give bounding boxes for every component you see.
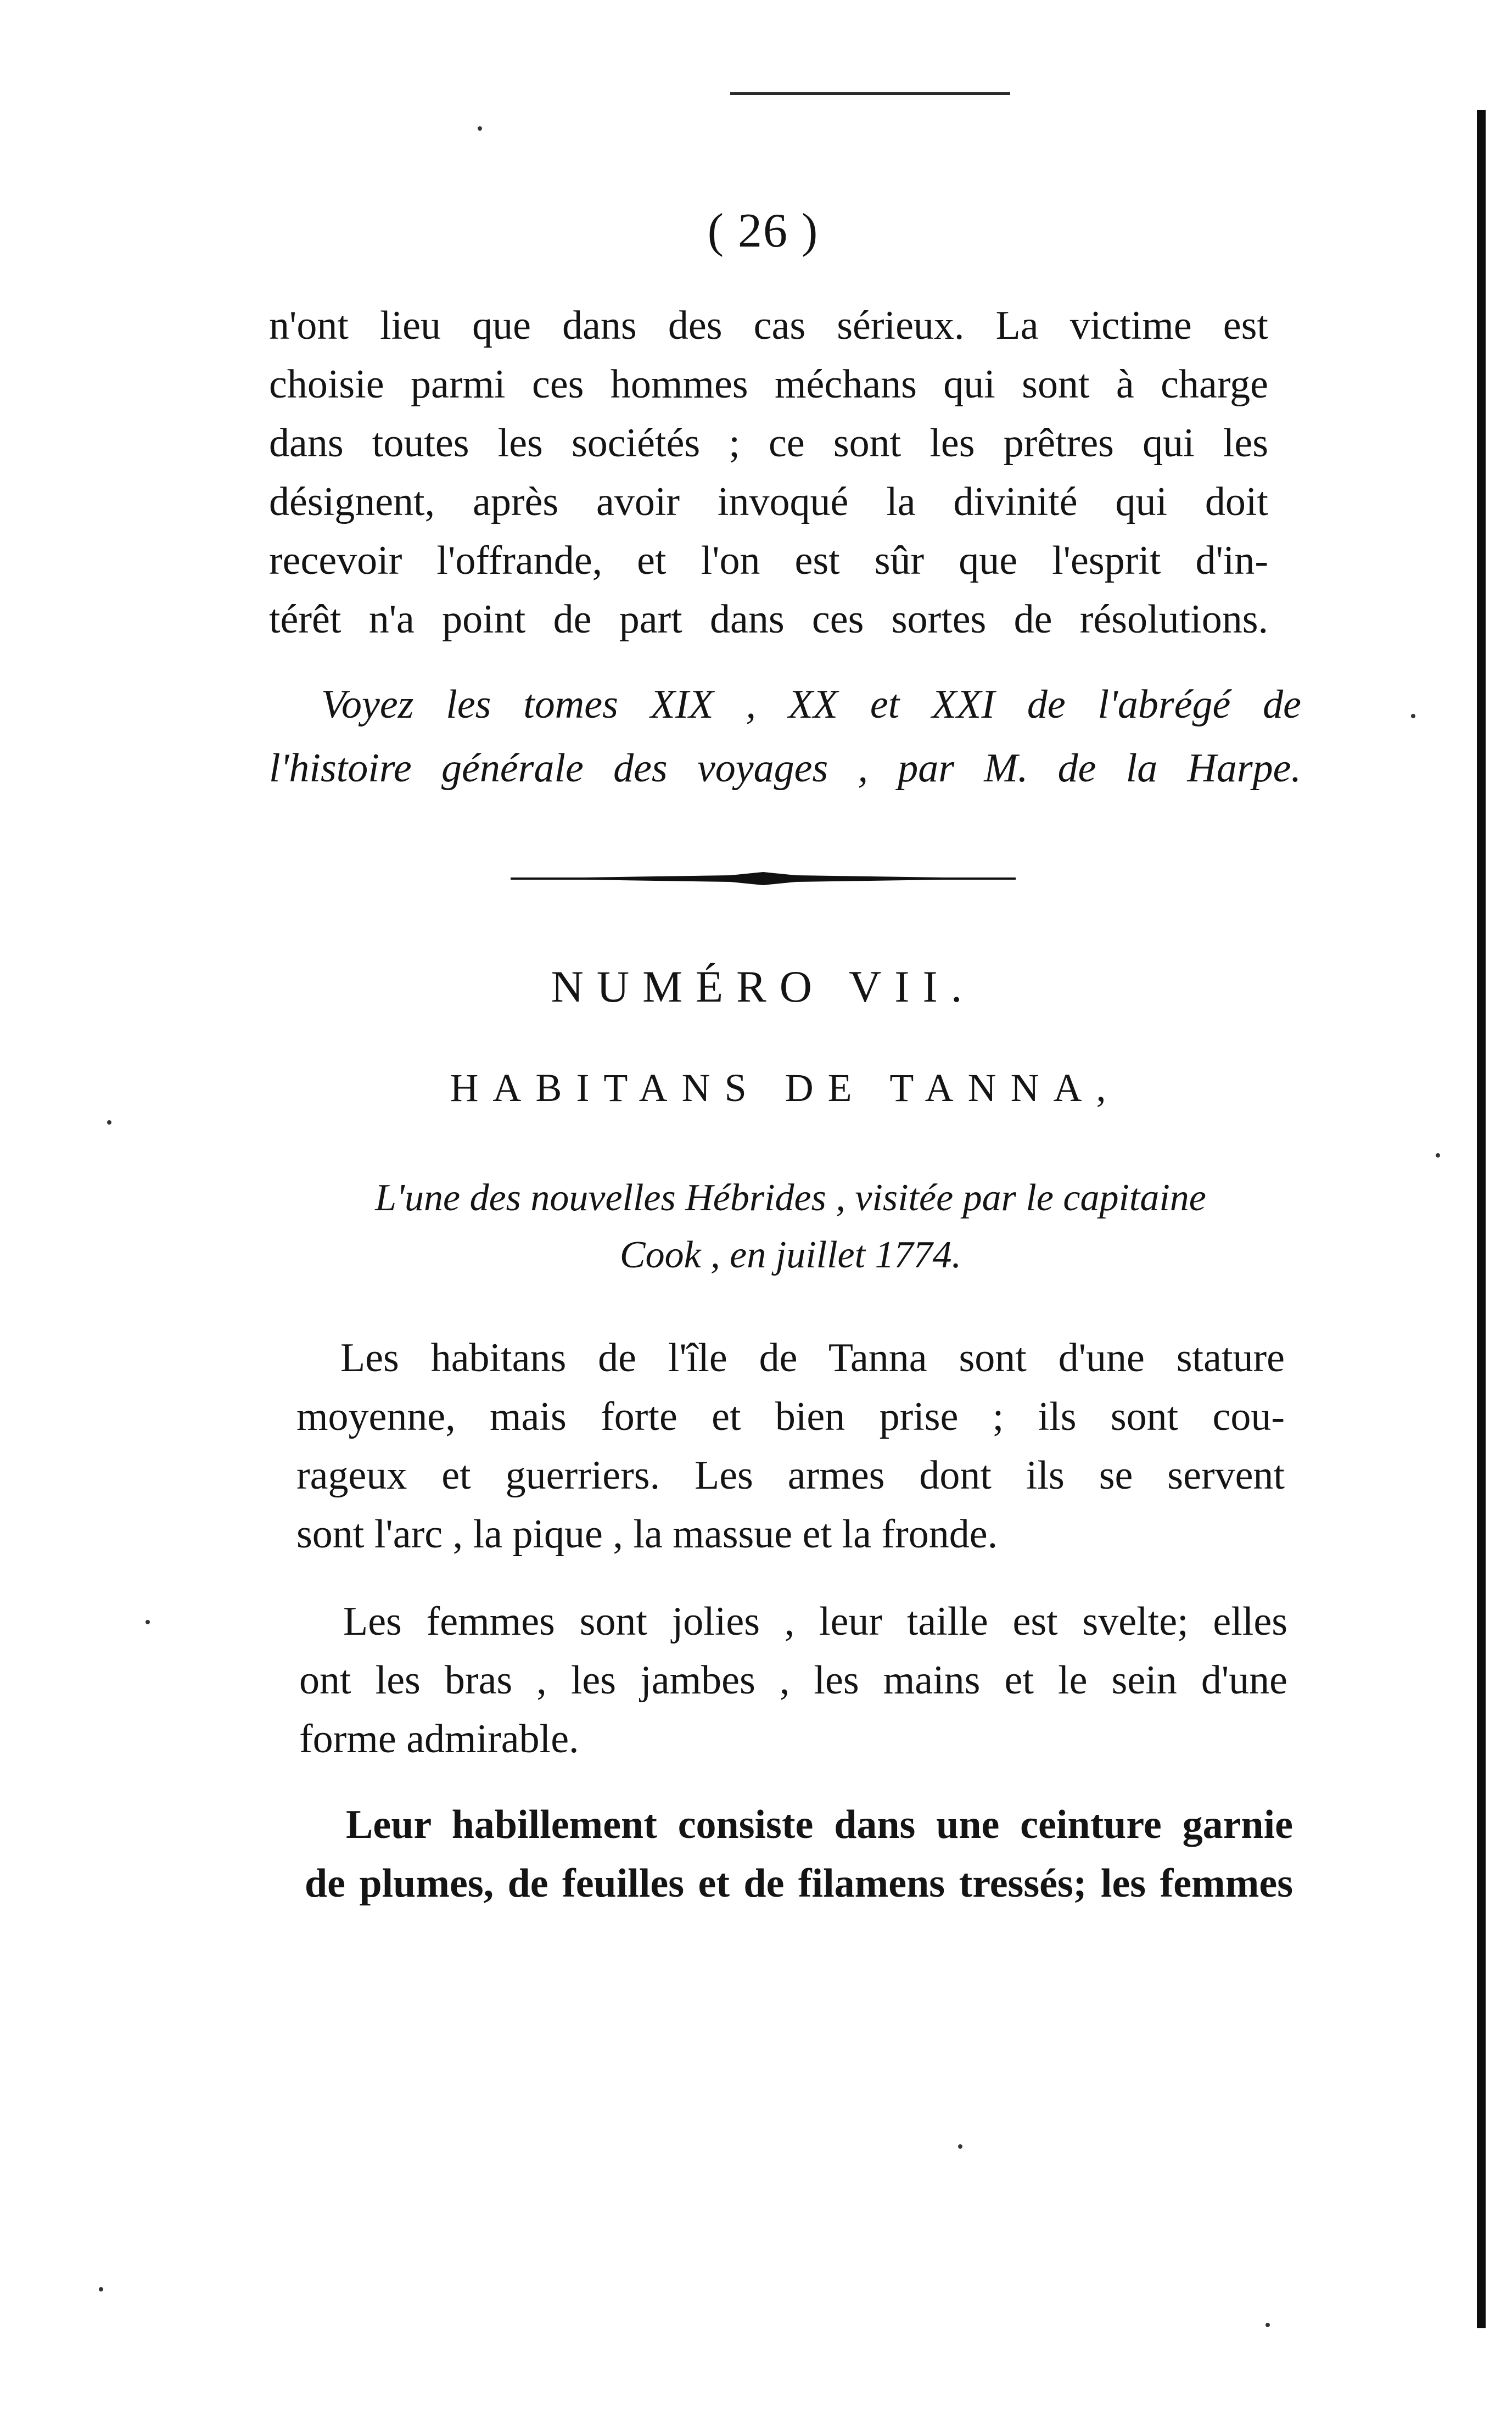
text-line: Les femmes sont jolies , leur taille est svelte; elles bbox=[343, 1599, 1287, 1644]
body-paragraph-2 bbox=[299, 1592, 1287, 1769]
scan-speck bbox=[1411, 714, 1415, 718]
text-line: sont l'arc , la pique , la massue et la fronde. bbox=[296, 1512, 998, 1557]
section-number: NUMÉRO VII. bbox=[551, 962, 976, 1011]
text-line: rageux et guerriers. Les armes dont ils se servent bbox=[296, 1453, 1285, 1498]
subtitle-line: Cook , en juillet 1774. bbox=[619, 1234, 962, 1276]
scan-speck bbox=[1436, 1153, 1440, 1158]
text-line: recevoir l'offrande, et l'on est sûr que l'esprit d'in- bbox=[269, 538, 1268, 583]
text-line: choisie parmi ces hommes méchans qui sont à charge bbox=[269, 362, 1268, 407]
scan-speck bbox=[478, 126, 482, 131]
text-line: forme admirable. bbox=[299, 1717, 579, 1762]
section-subtitle bbox=[296, 1170, 1285, 1284]
page-number: ( 26 ) bbox=[707, 204, 819, 258]
text-line: désignent, après avoir invoqué la divinité qui doit bbox=[269, 479, 1268, 524]
scan-speck bbox=[145, 1620, 150, 1624]
scan-speck bbox=[1265, 2323, 1270, 2327]
ornamental-rule bbox=[511, 868, 1016, 890]
text-line: ont les bras , les jambes , les mains et le sein d'une bbox=[299, 1658, 1287, 1703]
text-line: dans toutes les sociétés ; ce sont les prêtres qui les bbox=[269, 421, 1268, 466]
text-line: l'histoire générale des voyages , par M. de la Harpe. bbox=[269, 746, 1301, 791]
text-line: Les habitans de l'île de Tanna sont d'une stature bbox=[340, 1335, 1285, 1380]
page-edge-bar bbox=[1477, 110, 1486, 2328]
text-line: térêt n'a point de part dans ces sortes de résolutions. bbox=[269, 597, 1268, 642]
reference-note bbox=[269, 673, 1301, 800]
text-line: moyenne, mais forte et bien prise ; ils sont cou- bbox=[296, 1394, 1285, 1439]
scan-speck bbox=[99, 2287, 103, 2291]
text-line: n'ont lieu que dans des cas sérieux. La victime est bbox=[269, 303, 1268, 348]
top-rule bbox=[730, 92, 1010, 95]
body-paragraph-3 bbox=[305, 1796, 1293, 1913]
intro-paragraph bbox=[269, 297, 1268, 649]
section-title: HABITANS DE TANNA, bbox=[450, 1066, 1121, 1110]
body-paragraph-1 bbox=[296, 1329, 1285, 1564]
text-line: Voyez les tomes XIX , XX et XXI de l'abrégé de bbox=[321, 682, 1301, 727]
scan-speck bbox=[107, 1120, 111, 1125]
text-line: Leur habillement consiste dans une ceinture garnie bbox=[346, 1802, 1293, 1847]
text-line: de plumes, de feuilles et de filamens tressés; les femmes bbox=[305, 1861, 1293, 1906]
subtitle-line: L'une des nouvelles Hébrides , visitée par le capitaine bbox=[375, 1177, 1206, 1219]
scan-speck bbox=[958, 2144, 962, 2149]
